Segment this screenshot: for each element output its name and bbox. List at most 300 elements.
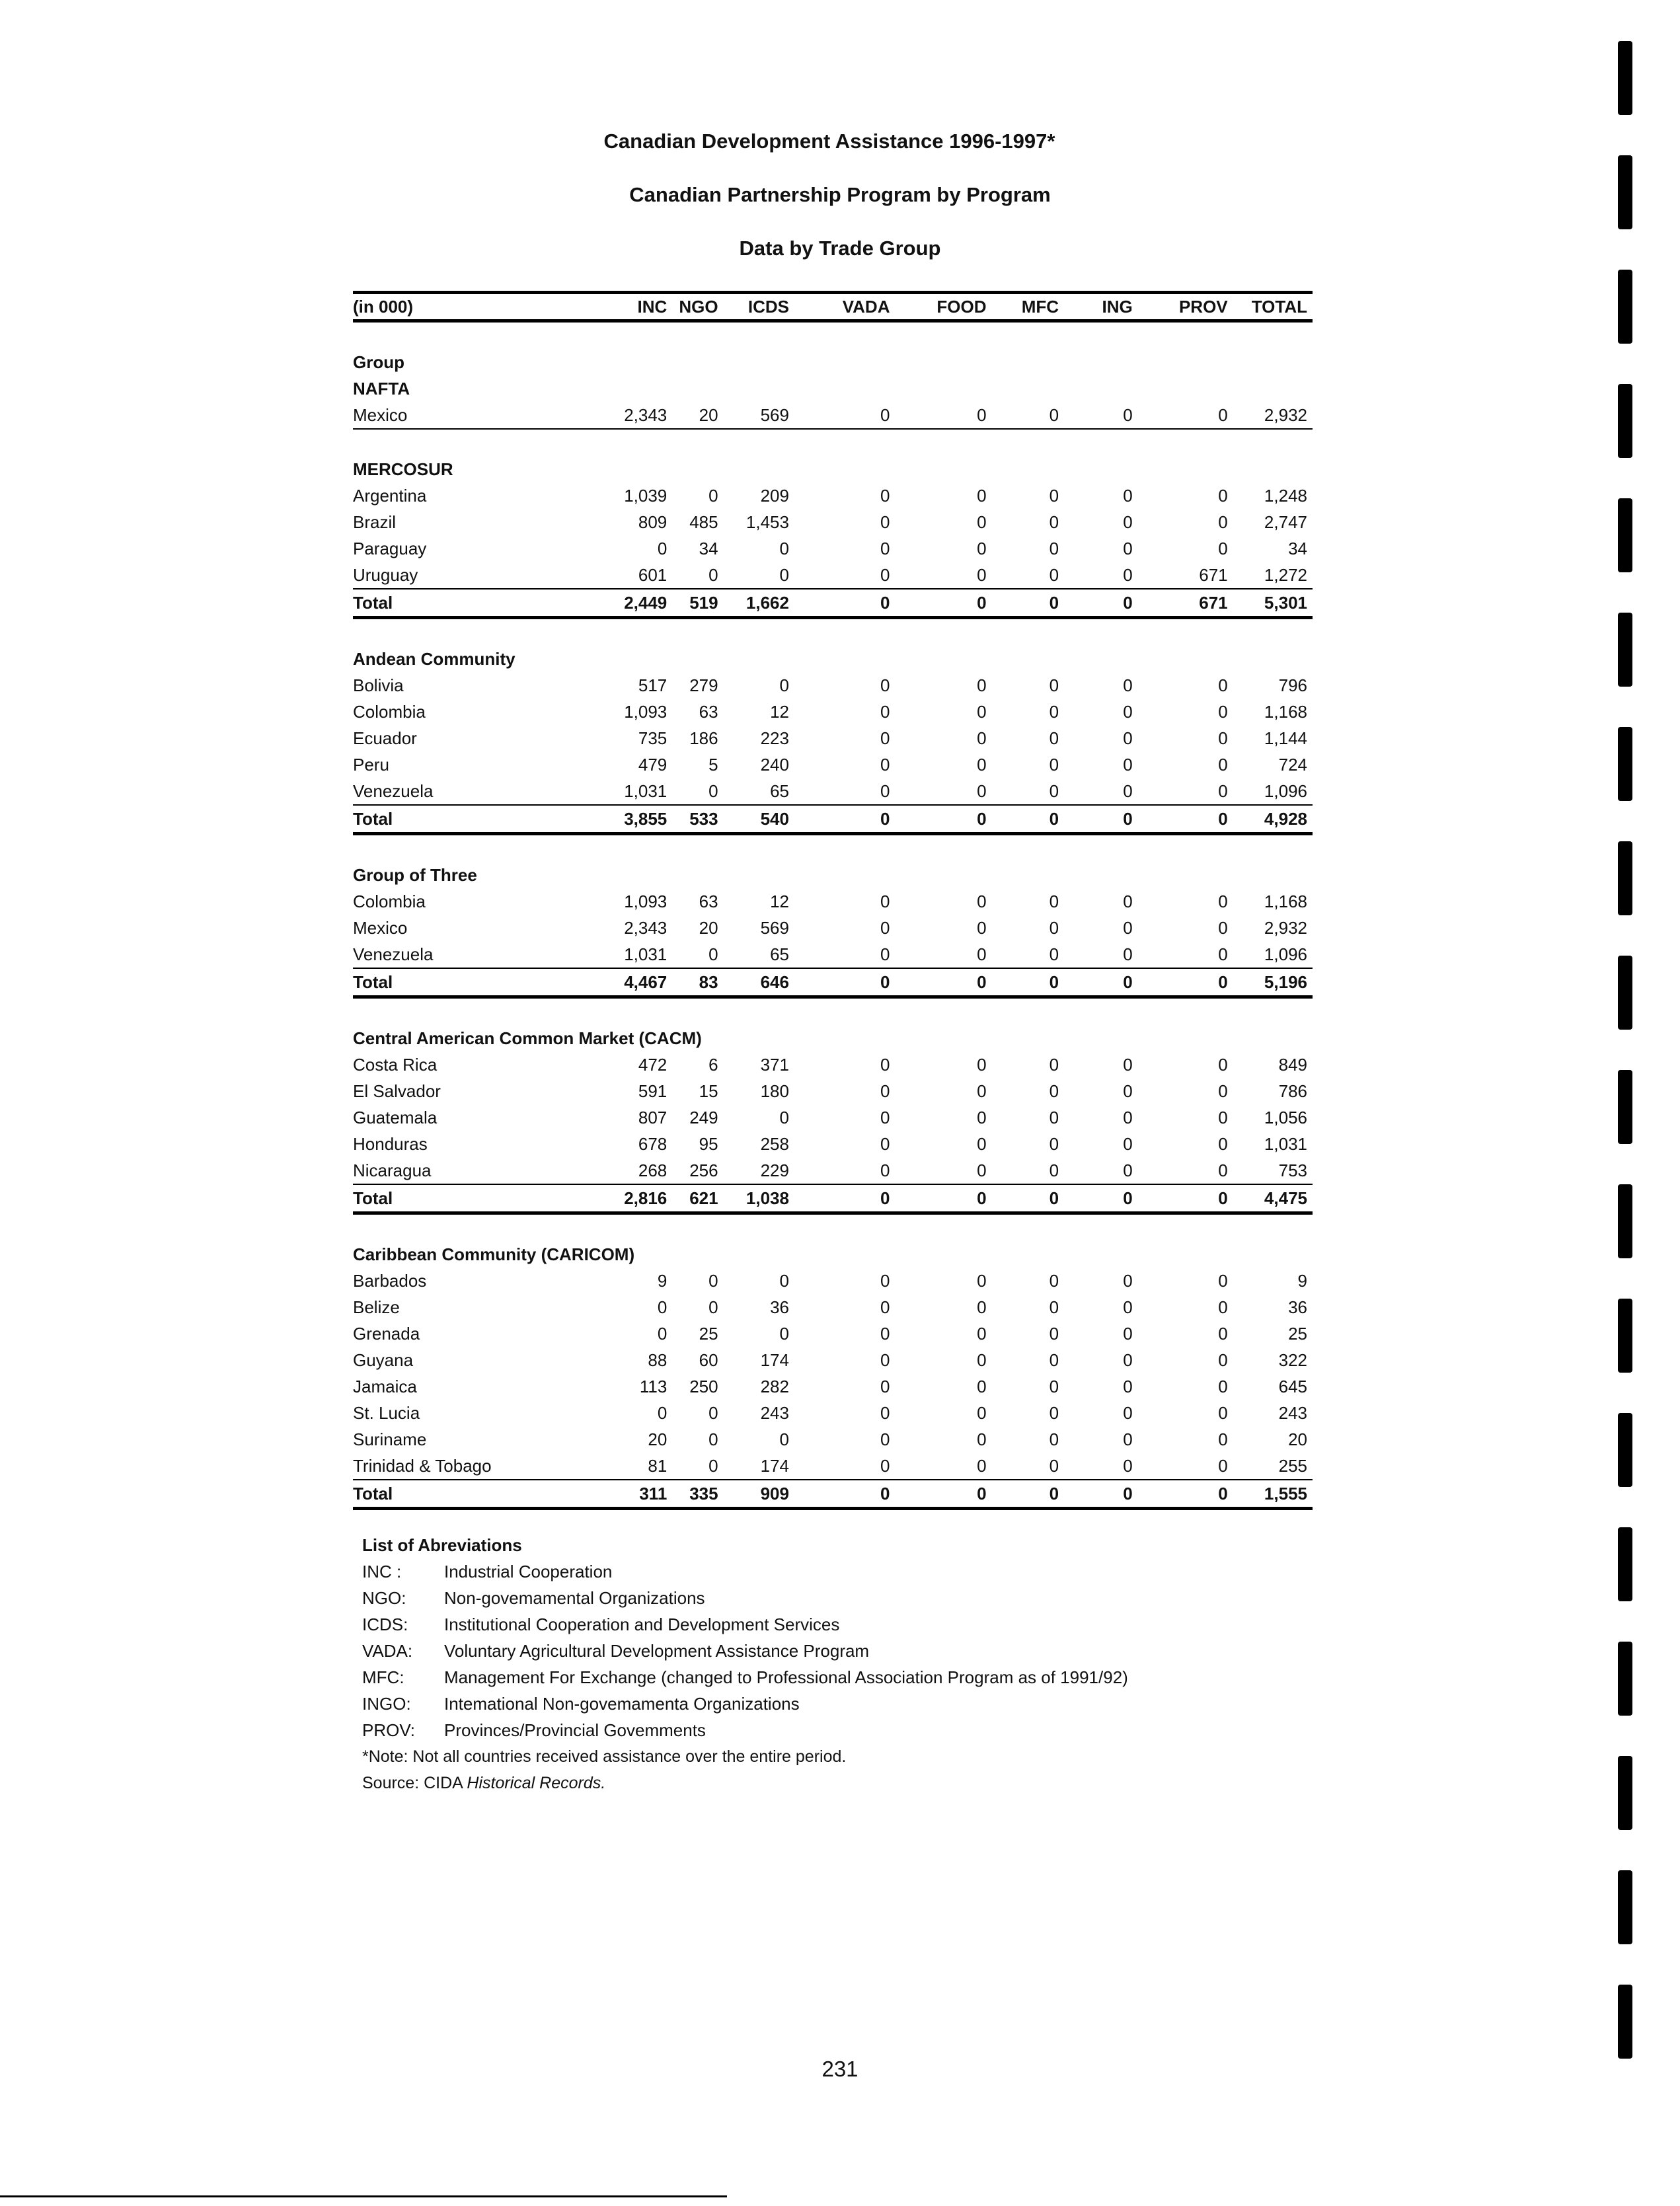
cell-value: 0 xyxy=(992,968,1065,997)
cell-value: 0 xyxy=(1218,1297,1228,1317)
cell-value: 0 xyxy=(1218,892,1228,911)
footnote: *Note: Not all countries received assistance over the entire period. xyxy=(362,1747,847,1766)
abbreviation-text: Intemational Non-govemamenta Organizations xyxy=(444,1694,800,1714)
group-label-label: Group xyxy=(353,352,404,372)
abbreviation-code: MFC: xyxy=(362,1667,404,1687)
cell-value: 0 xyxy=(1049,1429,1059,1449)
cell-value: 0 xyxy=(880,539,890,558)
cell-value: 2,449 xyxy=(566,589,672,618)
cell-value: 0 xyxy=(1123,486,1133,506)
cell-value: 0 xyxy=(794,968,896,997)
cell-value: 0 xyxy=(1123,1377,1133,1396)
cell-value: 0 xyxy=(977,1429,987,1449)
row-label: Guyana xyxy=(353,1350,414,1370)
column-header: INC xyxy=(566,293,672,321)
cell-value: 809 xyxy=(638,512,668,532)
cell-value: 0 xyxy=(708,1271,718,1291)
assistance-table xyxy=(353,291,1313,1510)
cell-value: 0 xyxy=(1123,1297,1133,1317)
row-label: Mexico xyxy=(353,402,566,429)
row-label: Grenada xyxy=(353,1324,420,1344)
cell-value: 0 xyxy=(992,562,1065,589)
cell-value: 0 xyxy=(794,1157,896,1184)
binding-mark xyxy=(1618,956,1632,1030)
cell-value: 621 xyxy=(672,1184,723,1213)
cell-value: 786 xyxy=(1278,1081,1307,1101)
binding-mark xyxy=(1618,1184,1632,1258)
group-heading-label: Central American Common Market (CACM) xyxy=(353,1028,702,1048)
cell-value: 0 xyxy=(880,1134,890,1154)
cell-value: 0 xyxy=(1138,941,1233,968)
row-label: Total xyxy=(353,589,566,618)
row-label: Uruguay xyxy=(353,562,566,589)
document-title: Canadian Development Assistance 1996-1997* xyxy=(603,130,1055,153)
cell-value: 1,168 xyxy=(1264,702,1307,722)
abbreviation-code: VADA: xyxy=(362,1641,413,1661)
cell-value: 0 xyxy=(657,1403,668,1423)
cell-value: 0 xyxy=(1218,1377,1228,1396)
cell-value: 0 xyxy=(880,486,890,506)
row-label: Peru xyxy=(353,755,389,775)
cell-value: 0 xyxy=(977,512,987,532)
row-label: St. Lucia xyxy=(353,1403,420,1423)
cell-value: 174 xyxy=(760,1350,789,1370)
row-label: Suriname xyxy=(353,1429,427,1449)
table-row xyxy=(353,751,1313,778)
binding-mark xyxy=(1618,384,1632,458)
abbreviation-code: NGO: xyxy=(362,1588,406,1608)
cell-value: 0 xyxy=(779,539,789,558)
document-subtitle: Canadian Partnership Program by Program xyxy=(629,183,1051,206)
cell-value: 240 xyxy=(760,755,789,775)
cell-value: 0 xyxy=(1218,1055,1228,1075)
cell-value: 0 xyxy=(1064,1157,1138,1184)
cell-value: 174 xyxy=(724,1453,794,1480)
cell-value: 1,144 xyxy=(1264,728,1307,748)
total-row xyxy=(353,1480,1313,1509)
row-label: Ecuador xyxy=(353,728,417,748)
cell-value: 0 xyxy=(1123,892,1133,911)
cell-value: 12 xyxy=(770,702,789,722)
cell-value: 0 xyxy=(1218,728,1228,748)
cell-value: 0 xyxy=(1123,1134,1133,1154)
cell-value: 0 xyxy=(1049,512,1059,532)
table-row xyxy=(353,509,1313,535)
cell-value: 0 xyxy=(1049,1055,1059,1075)
cell-value: 485 xyxy=(689,512,718,532)
cell-value: 0 xyxy=(1138,1480,1233,1509)
row-label: Costa Rica xyxy=(353,1055,438,1075)
cell-value: 0 xyxy=(1218,918,1228,938)
table-row xyxy=(353,1373,1313,1400)
group-heading-label: MERCOSUR xyxy=(353,459,453,479)
abbreviation-item xyxy=(362,1558,1128,1585)
cell-value: 0 xyxy=(977,702,987,722)
cell-value: 0 xyxy=(880,1403,890,1423)
cell-value: 0 xyxy=(1218,1081,1228,1101)
abbreviation-code: INC : xyxy=(362,1562,402,1581)
cell-value: 0 xyxy=(708,1403,718,1423)
cell-value: 0 xyxy=(992,1453,1065,1480)
abbreviations-heading: List of Abreviations xyxy=(362,1535,522,1555)
cell-value: 36 xyxy=(1288,1297,1307,1317)
cell-value: 229 xyxy=(724,1157,794,1184)
table-row xyxy=(353,672,1313,699)
cell-value: 60 xyxy=(699,1350,718,1370)
column-header: TOTAL xyxy=(1233,293,1313,321)
group-heading xyxy=(353,646,1313,672)
total-row xyxy=(353,805,1313,834)
cell-value: 0 xyxy=(1049,728,1059,748)
group-heading-label: NAFTA xyxy=(353,379,410,399)
cell-value: 0 xyxy=(794,941,896,968)
cell-value: 569 xyxy=(724,402,794,429)
cell-value: 1,168 xyxy=(1264,892,1307,911)
binding-mark xyxy=(1618,1870,1632,1944)
group-heading xyxy=(353,456,1313,482)
cell-value: 724 xyxy=(1278,755,1307,775)
cell-value: 2,747 xyxy=(1264,512,1307,532)
cell-value: 0 xyxy=(1064,805,1138,834)
cell-value: 0 xyxy=(1123,1081,1133,1101)
source-prefix: Source: CIDA xyxy=(362,1774,467,1792)
cell-value: 0 xyxy=(1218,1429,1228,1449)
column-header: MFC xyxy=(992,293,1065,321)
cell-value: 0 xyxy=(1123,539,1133,558)
abbreviation-text: Non-govemamental Organizations xyxy=(444,1588,705,1608)
spacer-row xyxy=(353,429,1313,456)
cell-value: 0 xyxy=(657,1324,668,1344)
spacer-row xyxy=(353,1213,1313,1242)
cell-value: 1,555 xyxy=(1233,1480,1313,1509)
binding-mark xyxy=(1618,1070,1632,1144)
cell-value: 0 xyxy=(1218,1324,1228,1344)
cell-value: 83 xyxy=(672,968,723,997)
binding-mark xyxy=(1618,1642,1632,1716)
cell-value: 0 xyxy=(1123,1403,1133,1423)
cell-value: 0 xyxy=(1218,539,1228,558)
cell-value: 34 xyxy=(1288,539,1307,558)
cell-value: 1,093 xyxy=(624,702,668,722)
row-label: Total xyxy=(353,1184,566,1213)
row-label: Nicaragua xyxy=(353,1157,566,1184)
cell-value: 0 xyxy=(992,805,1065,834)
cell-value: 65 xyxy=(724,941,794,968)
cell-value: 0 xyxy=(1218,702,1228,722)
cell-value: 243 xyxy=(1278,1403,1307,1423)
cell-value: 0 xyxy=(1218,675,1228,695)
cell-value: 0 xyxy=(992,778,1065,805)
cell-value: 0 xyxy=(1218,1403,1228,1423)
row-label: El Salvador xyxy=(353,1081,441,1101)
cell-value: 0 xyxy=(895,805,991,834)
cell-value: 0 xyxy=(1049,918,1059,938)
cell-value: 0 xyxy=(977,486,987,506)
cell-value: 0 xyxy=(779,1271,789,1291)
row-label: Argentina xyxy=(353,486,427,506)
table-row xyxy=(353,699,1313,725)
section-title: Data by Trade Group xyxy=(739,237,941,260)
abbreviation-text: Industrial Cooperation xyxy=(444,1562,613,1581)
table-row xyxy=(353,1051,1313,1078)
source-line xyxy=(362,1770,1128,1796)
cell-value: 517 xyxy=(638,675,668,695)
abbreviation-code: INGO: xyxy=(362,1694,411,1714)
abbreviation-item xyxy=(362,1664,1128,1691)
cell-value: 1,093 xyxy=(624,892,668,911)
cell-value: 1,096 xyxy=(1233,941,1313,968)
cell-value: 569 xyxy=(760,918,789,938)
cell-value: 2,932 xyxy=(1264,918,1307,938)
cell-value: 1,272 xyxy=(1233,562,1313,589)
cell-value: 0 xyxy=(724,562,794,589)
table-row xyxy=(353,562,1313,589)
cell-value: 0 xyxy=(794,1453,896,1480)
table-row xyxy=(353,1347,1313,1373)
cell-value: 0 xyxy=(1138,402,1233,429)
cell-value: 0 xyxy=(672,1453,723,1480)
cell-value: 0 xyxy=(1049,1271,1059,1291)
cell-value: 0 xyxy=(977,1324,987,1344)
table-row xyxy=(353,1426,1313,1453)
cell-value: 0 xyxy=(880,755,890,775)
group-heading xyxy=(353,1025,1313,1051)
cell-value: 0 xyxy=(1218,1134,1228,1154)
cell-value: 0 xyxy=(657,539,668,558)
cell-value: 807 xyxy=(638,1108,668,1127)
cell-value: 0 xyxy=(895,1157,991,1184)
cell-value: 0 xyxy=(977,1134,987,1154)
cell-value: 1,056 xyxy=(1264,1108,1307,1127)
column-header: PROV xyxy=(1138,293,1233,321)
abbreviation-item xyxy=(362,1717,1128,1743)
column-header: VADA xyxy=(794,293,896,321)
cell-value: 0 xyxy=(1218,1350,1228,1370)
group-heading xyxy=(353,375,1313,402)
cell-value: 0 xyxy=(977,1055,987,1075)
cell-value: 268 xyxy=(566,1157,672,1184)
cell-value: 0 xyxy=(1049,675,1059,695)
cell-value: 0 xyxy=(1123,728,1133,748)
row-label: Brazil xyxy=(353,512,397,532)
cell-value: 0 xyxy=(1064,589,1138,618)
cell-value: 0 xyxy=(1049,1081,1059,1101)
abbreviation-text: Provinces/Provincial Govemments xyxy=(444,1720,706,1740)
cell-value: 472 xyxy=(638,1055,668,1075)
cell-value: 256 xyxy=(672,1157,723,1184)
cell-value: 0 xyxy=(992,589,1065,618)
cell-value: 0 xyxy=(1123,918,1133,938)
table-row xyxy=(353,1268,1313,1294)
cell-value: 20 xyxy=(699,918,718,938)
binding-mark xyxy=(1618,727,1632,801)
cell-value: 591 xyxy=(638,1081,668,1101)
cell-value: 4,467 xyxy=(566,968,672,997)
cell-value: 9 xyxy=(1297,1271,1307,1291)
row-label: Trinidad & Tobago xyxy=(353,1453,566,1480)
cell-value: 0 xyxy=(880,918,890,938)
cell-value: 0 xyxy=(1123,675,1133,695)
abbreviation-item xyxy=(362,1611,1128,1638)
row-label: Paraguay xyxy=(353,539,427,558)
cell-value: 20 xyxy=(672,402,723,429)
cell-value: 209 xyxy=(760,486,789,506)
column-header: NGO xyxy=(672,293,723,321)
column-header: ICDS xyxy=(724,293,794,321)
row-label: Total xyxy=(353,1480,566,1509)
cell-value: 63 xyxy=(699,892,718,911)
cell-value: 65 xyxy=(724,778,794,805)
row-label: Honduras xyxy=(353,1134,428,1154)
cell-value: 4,928 xyxy=(1233,805,1313,834)
cell-value: 0 xyxy=(1123,1108,1133,1127)
cell-value: 0 xyxy=(779,1324,789,1344)
cell-value: 5,301 xyxy=(1233,589,1313,618)
cell-value: 0 xyxy=(880,1271,890,1291)
cell-value: 0 xyxy=(1123,1429,1133,1449)
table-row xyxy=(353,1104,1313,1131)
cell-value: 0 xyxy=(1138,1184,1233,1213)
cell-value: 279 xyxy=(689,675,718,695)
abbreviation-text: Institutional Cooperation and Development Services xyxy=(444,1615,840,1634)
cell-value: 2,343 xyxy=(566,402,672,429)
cell-value: 25 xyxy=(699,1324,718,1344)
cell-value: 0 xyxy=(1049,1108,1059,1127)
cell-value: 0 xyxy=(1123,512,1133,532)
cell-value: 0 xyxy=(1049,1324,1059,1344)
cell-value: 909 xyxy=(724,1480,794,1509)
cell-value: 1,096 xyxy=(1233,778,1313,805)
abbreviations-list xyxy=(362,1532,1128,1796)
table-header-row xyxy=(353,293,1313,321)
cell-value: 1,031 xyxy=(1264,1134,1307,1154)
cell-value: 6 xyxy=(708,1055,718,1075)
cell-value: 0 xyxy=(1138,778,1233,805)
cell-value: 0 xyxy=(1049,1403,1059,1423)
cell-value: 3,855 xyxy=(566,805,672,834)
cell-value: 0 xyxy=(1123,1350,1133,1370)
cell-value: 540 xyxy=(724,805,794,834)
table-row xyxy=(353,1320,1313,1347)
cell-value: 0 xyxy=(794,1480,896,1509)
cell-value: 0 xyxy=(977,1350,987,1370)
cell-value: 0 xyxy=(880,675,890,695)
cell-value: 0 xyxy=(977,675,987,695)
cell-value: 0 xyxy=(1218,486,1228,506)
cell-value: 0 xyxy=(672,562,723,589)
row-label: Barbados xyxy=(353,1271,427,1291)
cell-value: 88 xyxy=(648,1350,668,1370)
cell-value: 113 xyxy=(639,1377,668,1396)
cell-value: 0 xyxy=(977,755,987,775)
binding-mark xyxy=(1618,270,1632,344)
cell-value: 0 xyxy=(880,728,890,748)
cell-value: 0 xyxy=(977,728,987,748)
cell-value: 0 xyxy=(1138,968,1233,997)
cell-value: 0 xyxy=(977,1297,987,1317)
row-label: Mexico xyxy=(353,918,408,938)
binding-mark xyxy=(1618,1985,1632,2059)
cell-value: 0 xyxy=(794,805,896,834)
cell-value: 4,475 xyxy=(1233,1184,1313,1213)
cell-value: 322 xyxy=(1278,1350,1307,1370)
cell-value: 258 xyxy=(760,1134,789,1154)
spacer-row xyxy=(353,834,1313,862)
cell-value: 36 xyxy=(770,1297,789,1317)
cell-value: 335 xyxy=(672,1480,723,1509)
cell-value: 0 xyxy=(977,1108,987,1127)
row-label: Colombia xyxy=(353,892,426,911)
table-row xyxy=(353,402,1313,429)
cell-value: 255 xyxy=(1233,1453,1313,1480)
cell-value: 250 xyxy=(689,1377,718,1396)
cell-value: 0 xyxy=(895,1480,991,1509)
cell-value: 5,196 xyxy=(1233,968,1313,997)
cell-value: 0 xyxy=(1064,402,1138,429)
abbreviation-item xyxy=(362,1691,1128,1717)
table-row xyxy=(353,1078,1313,1104)
cell-value: 15 xyxy=(699,1081,718,1101)
cell-value: 0 xyxy=(1064,1453,1138,1480)
table-row xyxy=(353,482,1313,509)
group-heading-label: Andean Community xyxy=(353,649,515,669)
abbreviation-code: PROV: xyxy=(362,1720,415,1740)
binding-mark xyxy=(1618,155,1632,229)
cell-value: 0 xyxy=(1138,1453,1233,1480)
cell-value: 0 xyxy=(895,778,991,805)
row-label: Jamaica xyxy=(353,1377,417,1396)
cell-value: 0 xyxy=(880,512,890,532)
cell-value: 0 xyxy=(977,1377,987,1396)
source-title: Historical Records. xyxy=(467,1774,606,1792)
cell-value: 601 xyxy=(566,562,672,589)
cell-value: 0 xyxy=(1064,1480,1138,1509)
cell-value: 0 xyxy=(1138,805,1233,834)
table-row xyxy=(353,1453,1313,1480)
total-row xyxy=(353,589,1313,618)
binding-mark xyxy=(1618,498,1632,572)
abbreviation-item xyxy=(362,1585,1128,1611)
group-heading xyxy=(353,1241,1313,1268)
page-edge-line xyxy=(0,2195,727,2197)
row-label: Belize xyxy=(353,1297,400,1317)
cell-value: 479 xyxy=(638,755,668,775)
cell-value: 0 xyxy=(895,589,991,618)
row-label: Venezuela xyxy=(353,941,566,968)
cell-value: 0 xyxy=(977,892,987,911)
column-header: ING xyxy=(1064,293,1138,321)
cell-value: 0 xyxy=(779,675,789,695)
units-header: (in 000) xyxy=(353,293,566,321)
cell-value: 0 xyxy=(977,1271,987,1291)
cell-value: 2,932 xyxy=(1233,402,1313,429)
cell-value: 0 xyxy=(992,1184,1065,1213)
cell-value: 1,031 xyxy=(566,778,672,805)
table-row xyxy=(353,778,1313,805)
group-heading-label: Caribbean Community (CARICOM) xyxy=(353,1244,635,1264)
cell-value: 0 xyxy=(977,1081,987,1101)
binding-mark xyxy=(1618,1756,1632,1830)
cell-value: 0 xyxy=(1049,1350,1059,1370)
table-row xyxy=(353,1157,1313,1184)
cell-value: 0 xyxy=(880,1377,890,1396)
cell-value: 1,038 xyxy=(724,1184,794,1213)
cell-value: 0 xyxy=(794,589,896,618)
row-label: Total xyxy=(353,968,566,997)
cell-value: 678 xyxy=(638,1134,668,1154)
cell-value: 0 xyxy=(880,1429,890,1449)
cell-value: 0 xyxy=(992,1480,1065,1509)
